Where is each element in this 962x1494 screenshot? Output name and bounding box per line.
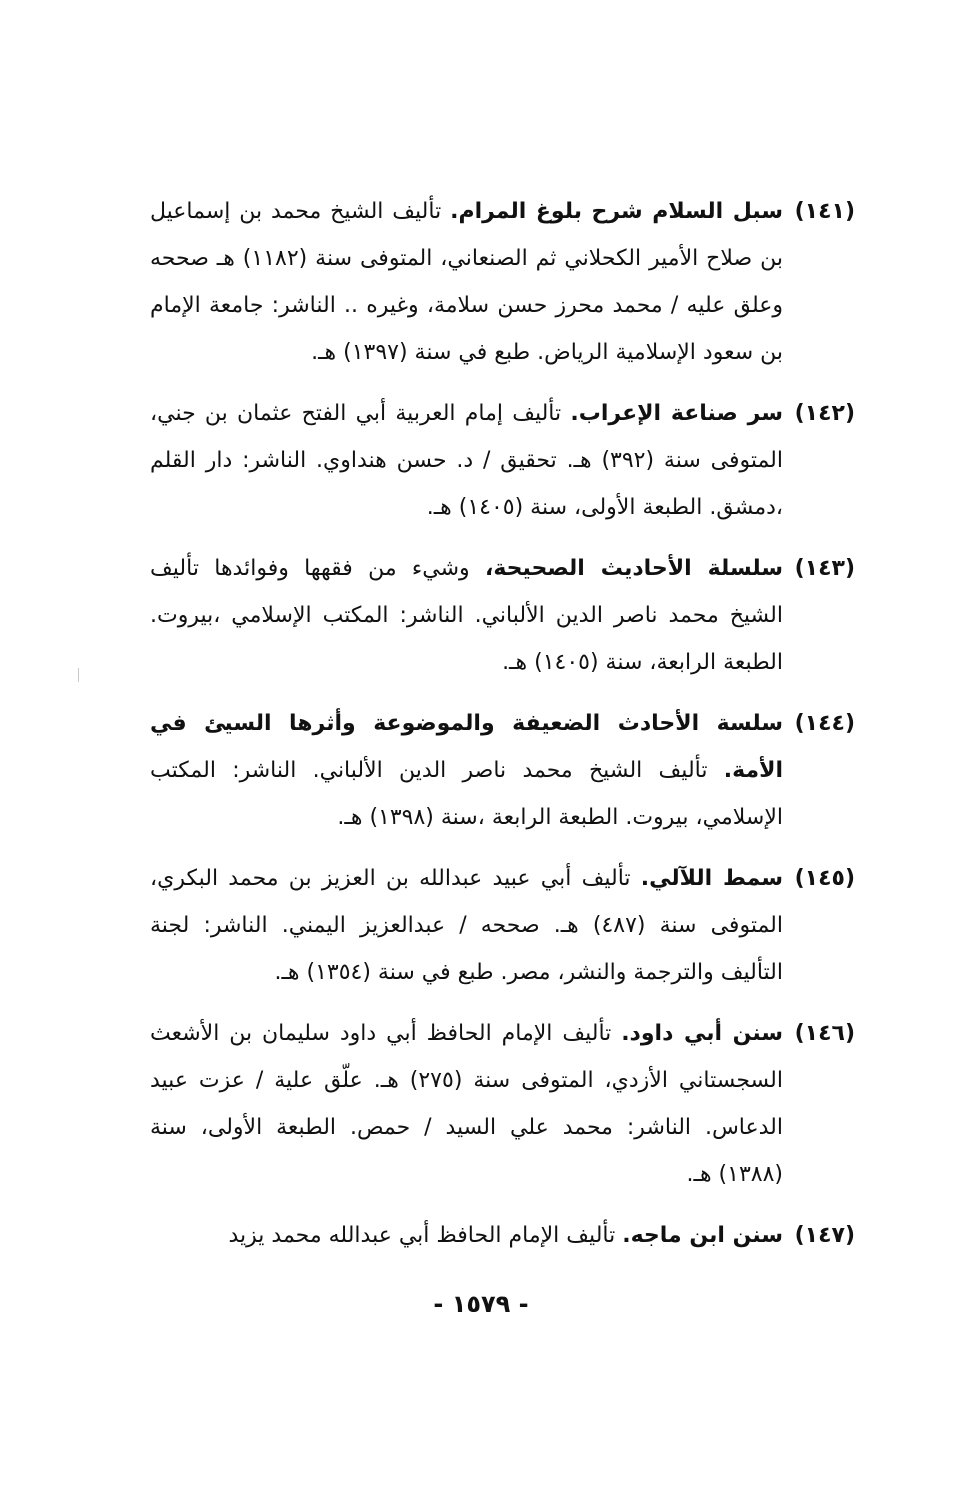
entry-details: تأليف أبي عبيد عبدالله بن العزيز بن محمد البكري، المتوفى سنة (٤٨٧) هـ. صححه / عبدالعزيز اليمني. الناشر: لجنة التأليف والترجمة والنشر، مصر. طبع في سنة (١٣٥٤) هـ. (150, 866, 783, 985)
entry-text (150, 1212, 783, 1259)
entry-details: وشيء من فقهها وفوائدها تأليف الشيخ محمد ناصر الدين الألباني. الناشر: المكتب الإسلامي ،بيروت. الطبعة الرابعة، سنة (١٤٠٥) هـ. (150, 556, 783, 675)
entry-number: (١٤٥) (794, 866, 855, 891)
entry-details: تأليف الشيخ محمد بن إسماعيل بن صلاح الأمير الكحلاني ثم الصنعاني، المتوفى سنة (١١٨٢) هـ صححه وعلق عليه / محمد محرز حسن سلامة، وغيره .. الناشر: جامعة الإمام بن سعود الإسلامية الرياض. طبع في سنة (١٣٩٧) هـ. (150, 199, 783, 365)
entry-number: (١٤٢) (794, 401, 855, 426)
entry-title: سنن أبي داود. (621, 1021, 783, 1046)
entry-text (150, 1010, 783, 1198)
entry-text (150, 855, 783, 996)
entry-text (150, 545, 783, 686)
entry-number: (١٤٧) (794, 1223, 855, 1248)
entry-title: سلسة الأحادث الضعيفة والموضوعة وأثرها السيئ في الأمة. (150, 711, 783, 783)
entry-text (150, 700, 783, 841)
bibliography-entry (150, 1212, 855, 1259)
entry-title: سر صناعة الإعراب. (570, 401, 783, 426)
bibliography-entry (150, 545, 855, 686)
bibliography-entry (150, 700, 855, 841)
bibliography-entry (150, 390, 855, 531)
entry-title: سنن ابن ماجه. (622, 1223, 783, 1248)
entry-text (150, 188, 783, 376)
entry-details: تأليف الإمام الحافظ أبي عبدالله محمد يزيد (228, 1223, 623, 1248)
entry-number: (١٤١) (794, 199, 855, 224)
entry-text (150, 390, 783, 531)
bibliography-entry (150, 855, 855, 996)
entry-title: سلسلة الأحاديث الصحيحة، (484, 556, 783, 581)
bibliography-entry (150, 1010, 855, 1198)
bibliography-list (150, 188, 855, 1273)
margin-mark (78, 668, 79, 682)
entry-number: (١٤٣) (794, 556, 855, 581)
entry-number: (١٤٦) (794, 1021, 855, 1046)
page-number: - ١٥٧٩ - (433, 1290, 529, 1318)
entry-details: تأليف الإمام الحافظ أبي داود سليمان بن الأشعث السجستاني الأزدي، المتوفى سنة (٢٧٥) هـ. علّق علية / عزت عبيد الدعاس. الناشر: محمد علي السيد / حمص. الطبعة الأولى، سنة (١٣٨٨) هـ. (150, 1021, 783, 1187)
entry-details: تأليف إمام العربية أبي الفتح عثمان بن جني، المتوفى سنة (٣٩٢) هـ. تحقيق / د. حسن هنداوي. الناشر: دار القلم ،دمشق. الطبعة الأولى، سنة (١٤٠٥) هـ. (150, 401, 783, 520)
entry-number: (١٤٤) (794, 711, 855, 736)
bibliography-entry (150, 188, 855, 376)
entry-title: سبل السلام شرح بلوغ المرام. (450, 199, 783, 224)
entry-details: تأليف الشيخ محمد ناصر الدين الألباني. الناشر: المكتب الإسلامي، بيروت. الطبعة الرابعة ،سنة (١٣٩٨) هـ. (150, 758, 783, 830)
entry-title: سمط اللآلي. (640, 866, 783, 891)
